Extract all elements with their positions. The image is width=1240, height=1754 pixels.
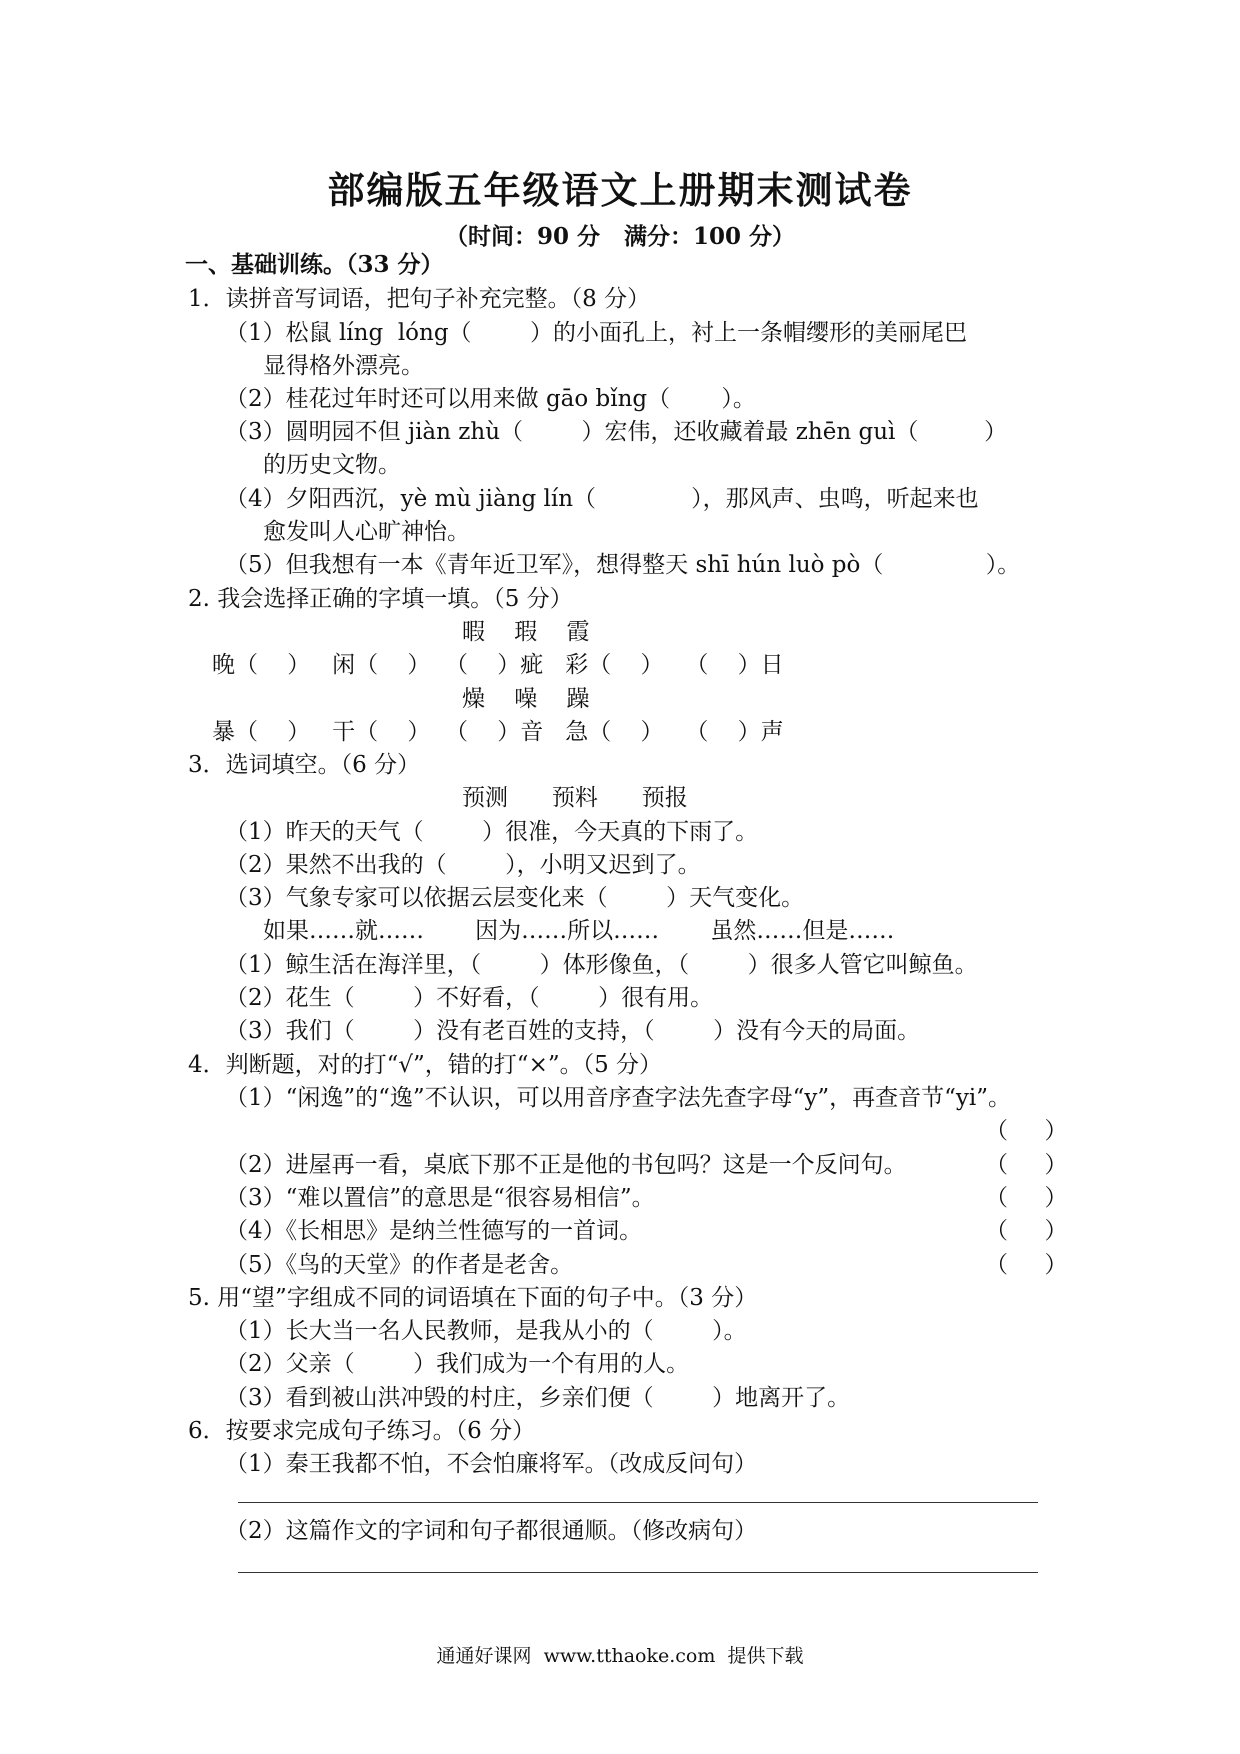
- question-1-line: （4）夕阳西沉，yè mù jiàng lín（ ），那风声、虫鸣，听起来也: [225, 486, 979, 512]
- section-heading: 一、基础训练。（33 分）: [185, 251, 444, 278]
- question-4-line: （4）《长相思》是纳兰性德写的一首词。: [225, 1218, 643, 1244]
- question-6-heading: 6．按要求完成句子练习。（6 分）: [188, 1418, 536, 1444]
- question-6-line: （2）这篇作文的字词和句子都很通顺。（修改病句）: [225, 1518, 758, 1544]
- answer-bracket: （ ）: [985, 1185, 1068, 1211]
- question-3-line: （1）鲸生活在海洋里，（ ）体形像鱼，（ ）很多人管它叫鲸鱼。: [225, 952, 978, 978]
- question-1-line: （2）桂花过年时还可以用来做 gāo bǐng（ ）。: [225, 386, 756, 412]
- question-4-line: （1）“闲逸”的“逸”不认识，可以用音序查字法先查字母“y”，再查音节“yi”。: [225, 1085, 1012, 1111]
- conjunction-choices: 如果……就…… 因为……所以…… 虽然……但是……: [263, 918, 895, 944]
- question-5-line: （1）长大当一名人民教师，是我从小的（ ）。: [225, 1318, 747, 1344]
- answer-bracket: （ ）: [985, 1152, 1068, 1178]
- answer-bracket: （ ）: [985, 1218, 1068, 1244]
- question-1-line: （5）但我想有一本《青年近卫军》，想得整天 shī hún luò pò（ ）。: [225, 552, 1021, 578]
- question-4-heading: 4．判断题，对的打“√”，错的打“×”。（5 分）: [188, 1052, 663, 1078]
- character-choices: 燥 噪 躁: [462, 686, 590, 712]
- question-2-heading: 2. 我会选择正确的字填一填。（5 分）: [188, 586, 573, 612]
- character-choices: 暇 瑕 霞: [462, 619, 590, 645]
- question-1-line: 的历史文物。: [263, 452, 401, 478]
- question-4-line: （5）《鸟的天堂》的作者是老舍。: [225, 1252, 574, 1278]
- question-5-line: （3）看到被山洪冲毁的村庄，乡亲们便（ ）地离开了。: [225, 1385, 851, 1411]
- page-subtitle: （时间：90 分 满分：100 分）: [444, 223, 796, 250]
- question-3-line: （2）果然不出我的（ ），小明又迟到了。: [225, 852, 701, 878]
- fill-in-row: 晚（ ） 闲（ ） （ ）疵 彩（ ） （ ）日: [212, 652, 784, 678]
- question-1-line: 愈发叫人心旷神怡。: [263, 519, 470, 545]
- question-3-line: （1）昨天的天气（ ）很准，今天真的下雨了。: [225, 819, 759, 845]
- answer-bracket: （ ）: [985, 1118, 1068, 1144]
- question-3-line: （3）气象专家可以依据云层变化来（ ）天气变化。: [225, 885, 805, 911]
- question-1-heading: 1．读拼音写词语，把句子补充完整。（8 分）: [188, 286, 651, 312]
- footer-credit: 通通好课网 www.tthaoke.com 提供下载: [436, 1645, 804, 1667]
- question-3-heading: 3．选词填空。（6 分）: [188, 752, 421, 778]
- fill-in-row: 暴（ ） 干（ ） （ ）音 急（ ） （ ）声: [212, 719, 784, 745]
- question-3-line: （3）我们（ ）没有老百姓的支持，（ ）没有今天的局面。: [225, 1018, 921, 1044]
- question-6-line: （1）秦王我都不怕，不会怕廉将军。（改成反问句）: [225, 1451, 758, 1477]
- word-choices: 预测 预料 预报: [462, 785, 688, 811]
- answer-line: [238, 1572, 1038, 1573]
- answer-bracket: （ ）: [985, 1252, 1068, 1278]
- question-4-line: （3）“难以置信”的意思是“很容易相信”。: [225, 1185, 655, 1211]
- question-3-line: （2）花生（ ）不好看，（ ）很有用。: [225, 985, 714, 1011]
- question-5-heading: 5. 用“望”字组成不同的词语填在下面的句子中。（3 分）: [188, 1285, 758, 1311]
- question-1-line: （3）圆明园不但 jiàn zhù（ ）宏伟，还收藏着最 zhēn guì（ ）: [225, 419, 1008, 445]
- question-4-line: （2）进屋再一看，桌底下那不正是他的书包吗？这是一个反问句。: [225, 1152, 907, 1178]
- page-title: 部编版五年级语文上册期末测试卷: [327, 168, 913, 212]
- question-1-line: 显得格外漂亮。: [263, 353, 424, 379]
- question-1-line: （1）松鼠 líng lóng（ ）的小面孔上，衬上一条帽缨形的美丽尾巴: [225, 320, 968, 346]
- answer-line: [238, 1502, 1038, 1503]
- question-5-line: （2）父亲（ ）我们成为一个有用的人。: [225, 1351, 690, 1377]
